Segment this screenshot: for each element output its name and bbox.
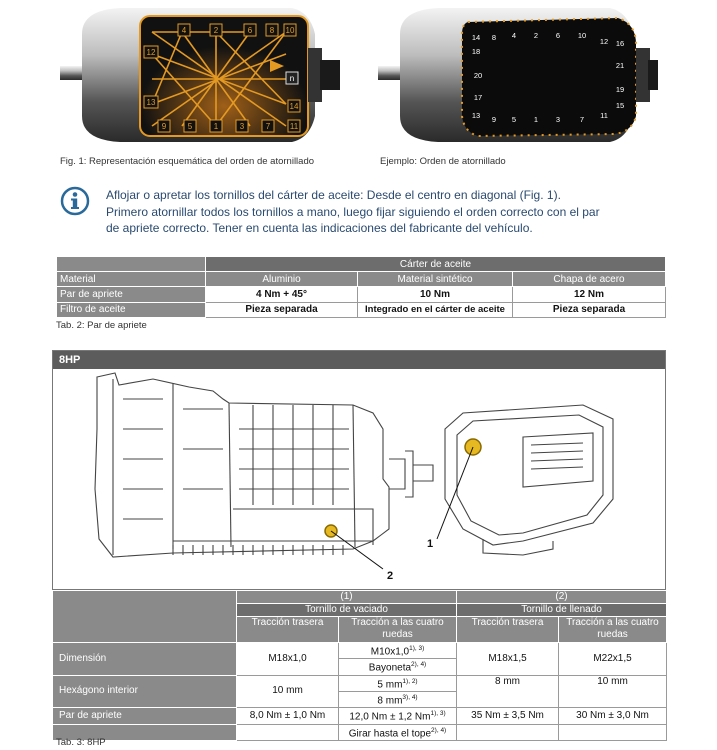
bolt-label: 3 bbox=[239, 122, 245, 131]
table-cell: 12 Nm bbox=[513, 287, 666, 302]
bolt-label: 21 bbox=[615, 61, 625, 70]
table-cell: Girar hasta el tope$^{2), 4)}$ bbox=[339, 724, 457, 740]
table-cell: Integrado en el cárter de aceite bbox=[358, 302, 513, 317]
bolt-label: 16 bbox=[615, 39, 625, 48]
table-2-caption: Tab. 2: Par de apriete bbox=[56, 320, 147, 331]
table-header-cell: Aluminio bbox=[206, 272, 358, 287]
bolt-label: 2 bbox=[533, 31, 539, 40]
table-cell: M18x1,5 bbox=[457, 643, 559, 676]
oil-pan-torque-table bbox=[56, 256, 666, 318]
table-group-header: Cárter de aceite bbox=[206, 257, 666, 272]
table-cell: 10 Nm bbox=[358, 287, 513, 302]
transmission-line-drawing bbox=[53, 369, 665, 589]
table-cell: 10 mm bbox=[559, 675, 667, 708]
bolt-label: 2 bbox=[213, 26, 219, 35]
table-cell bbox=[237, 724, 339, 740]
bolt-label: 11 bbox=[289, 122, 299, 131]
table-row-label: Hexágono interior bbox=[53, 675, 237, 708]
table-row-label: Filtro de aceite bbox=[57, 302, 206, 317]
table-row bbox=[57, 302, 666, 317]
bolt-label: 4 bbox=[181, 26, 187, 35]
table-header-cell: Chapa de acero bbox=[513, 272, 666, 287]
bolt-label: 7 bbox=[265, 122, 271, 131]
bolt-label: 5 bbox=[187, 122, 193, 131]
bolt-label: 8 bbox=[269, 26, 275, 35]
bolt-label: 5 bbox=[511, 115, 517, 124]
table-cell: 8 mm bbox=[457, 675, 559, 708]
bolt-label: 19 bbox=[615, 85, 625, 94]
table-3-caption: Tab. 3: 8HP bbox=[56, 737, 106, 748]
bolt-label: 14 bbox=[289, 102, 299, 111]
8hp-figure-panel bbox=[52, 350, 666, 590]
bolt-label: 12 bbox=[599, 37, 609, 46]
figure-bolt-order-example bbox=[378, 4, 658, 146]
table-row bbox=[57, 287, 666, 302]
table-cell bbox=[559, 724, 667, 740]
bolt-label: 3 bbox=[555, 115, 561, 124]
info-note bbox=[106, 187, 706, 237]
table-cell: 10 mm bbox=[237, 675, 339, 708]
table-cell: $M10x1,0^{1), 3)}$ bbox=[339, 643, 457, 659]
table-header-cell: Tracción trasera bbox=[237, 617, 339, 643]
bolt-label: 8 bbox=[491, 33, 497, 42]
table-header-cell: Tracción trasera bbox=[457, 617, 559, 643]
table-cell: Pieza separada bbox=[206, 302, 358, 317]
callout-2: 2 bbox=[387, 570, 394, 582]
info-line: Primero atornillar todos los tornillos a mano, luego fijar siguiendo el orden correcto con el par bbox=[106, 204, 600, 219]
table-row bbox=[53, 643, 667, 659]
bolt-label: 1 bbox=[213, 122, 219, 131]
bolt-label: 18 bbox=[471, 47, 481, 56]
bolt-label: 1 bbox=[533, 115, 539, 124]
figure-bolt-order-schematic bbox=[60, 4, 340, 146]
bolt-label: 10 bbox=[285, 26, 295, 35]
transmission-example-drawing bbox=[378, 4, 658, 146]
bolt-label: 13 bbox=[146, 98, 156, 107]
callout-1: 1 bbox=[427, 538, 434, 550]
table-cell: 30 Nm ± 3,0 Nm bbox=[559, 708, 667, 724]
bolt-label: 11 bbox=[600, 111, 608, 120]
bolt-label: 13 bbox=[471, 111, 481, 120]
table-cell: Pieza separada bbox=[513, 302, 666, 317]
table-cell: Bayoneta$^{2), 4)}$ bbox=[339, 659, 457, 675]
info-icon bbox=[60, 186, 90, 216]
bolt-label: 9 bbox=[161, 122, 167, 131]
bolt-label: n bbox=[289, 74, 295, 83]
table-row-label: Par de apriete bbox=[57, 287, 206, 302]
table-header-cell: Tracción a las cuatro ruedas bbox=[559, 617, 667, 643]
table-row-label: Par de apriete bbox=[53, 708, 237, 724]
bolt-label: 17 bbox=[473, 93, 483, 102]
bolt-label: 10 bbox=[577, 31, 587, 40]
bolt-label: 14 bbox=[471, 33, 481, 42]
table-cell: 8 $mm^{3), 4)}$ bbox=[339, 691, 457, 707]
table-row bbox=[53, 675, 667, 691]
table-row bbox=[57, 272, 666, 287]
bolt-label: 20 bbox=[473, 71, 483, 80]
bolt-label: 7 bbox=[579, 115, 585, 124]
bolt-label: 6 bbox=[247, 26, 253, 35]
table-cell: 35 Nm ± 3,5 Nm bbox=[457, 708, 559, 724]
table-cell: 5 $mm^{1), 2)}$ bbox=[339, 675, 457, 691]
transmission-schematic-drawing bbox=[60, 4, 340, 146]
table-row bbox=[53, 724, 667, 740]
8hp-transmission-drawing bbox=[53, 369, 665, 589]
table-header-cell: Material sintético bbox=[358, 272, 513, 287]
table-cell bbox=[53, 591, 237, 643]
table-row-label: Dimensión bbox=[53, 643, 237, 676]
table-header-cell: Tracción a las cuatro ruedas bbox=[339, 617, 457, 643]
table-row bbox=[53, 708, 667, 724]
table-row bbox=[57, 257, 666, 272]
bolt-label: 4 bbox=[511, 31, 517, 40]
table-group-header: (2) bbox=[457, 591, 667, 604]
table-group-header: (1) bbox=[237, 591, 457, 604]
table-cell: M22x1,5 bbox=[559, 643, 667, 676]
info-line: de apriete correcto. Tener en cuenta las indicaciones del fabricante del vehículo. bbox=[106, 221, 533, 235]
8hp-title: 8HP bbox=[53, 351, 665, 369]
figure-2-caption: Ejemplo: Orden de atornillado bbox=[380, 156, 506, 167]
info-line: Aflojar o apretar los tornillos del cárter de aceite: Desde el centro en diagonal (Fig. 1). bbox=[106, 188, 561, 202]
table-cell: M18x1,0 bbox=[237, 643, 339, 676]
bolt-label: 12 bbox=[146, 48, 156, 57]
bolt-label: 6 bbox=[555, 31, 561, 40]
8hp-plug-table bbox=[52, 590, 667, 741]
table-cell: 8,0 Nm ± 1,0 Nm bbox=[237, 708, 339, 724]
table-cell bbox=[57, 257, 206, 272]
table-cell bbox=[457, 724, 559, 740]
bolt-label: 15 bbox=[615, 101, 625, 110]
table-cell: 12,0 Nm ± 1,2 $Nm^{1), 3)}$ bbox=[339, 708, 457, 724]
table-subgroup-header: Tornillo de llenado bbox=[457, 604, 667, 617]
figure-1-caption: Fig. 1: Representación esquemática del orden de atornillado bbox=[60, 156, 315, 167]
table-cell: 4 Nm + 45° bbox=[206, 287, 358, 302]
table-header-cell: Material bbox=[57, 272, 206, 287]
bolt-label: 9 bbox=[491, 115, 497, 124]
table-row bbox=[53, 591, 667, 604]
table-subgroup-header: Tornillo de vaciado bbox=[237, 604, 457, 617]
